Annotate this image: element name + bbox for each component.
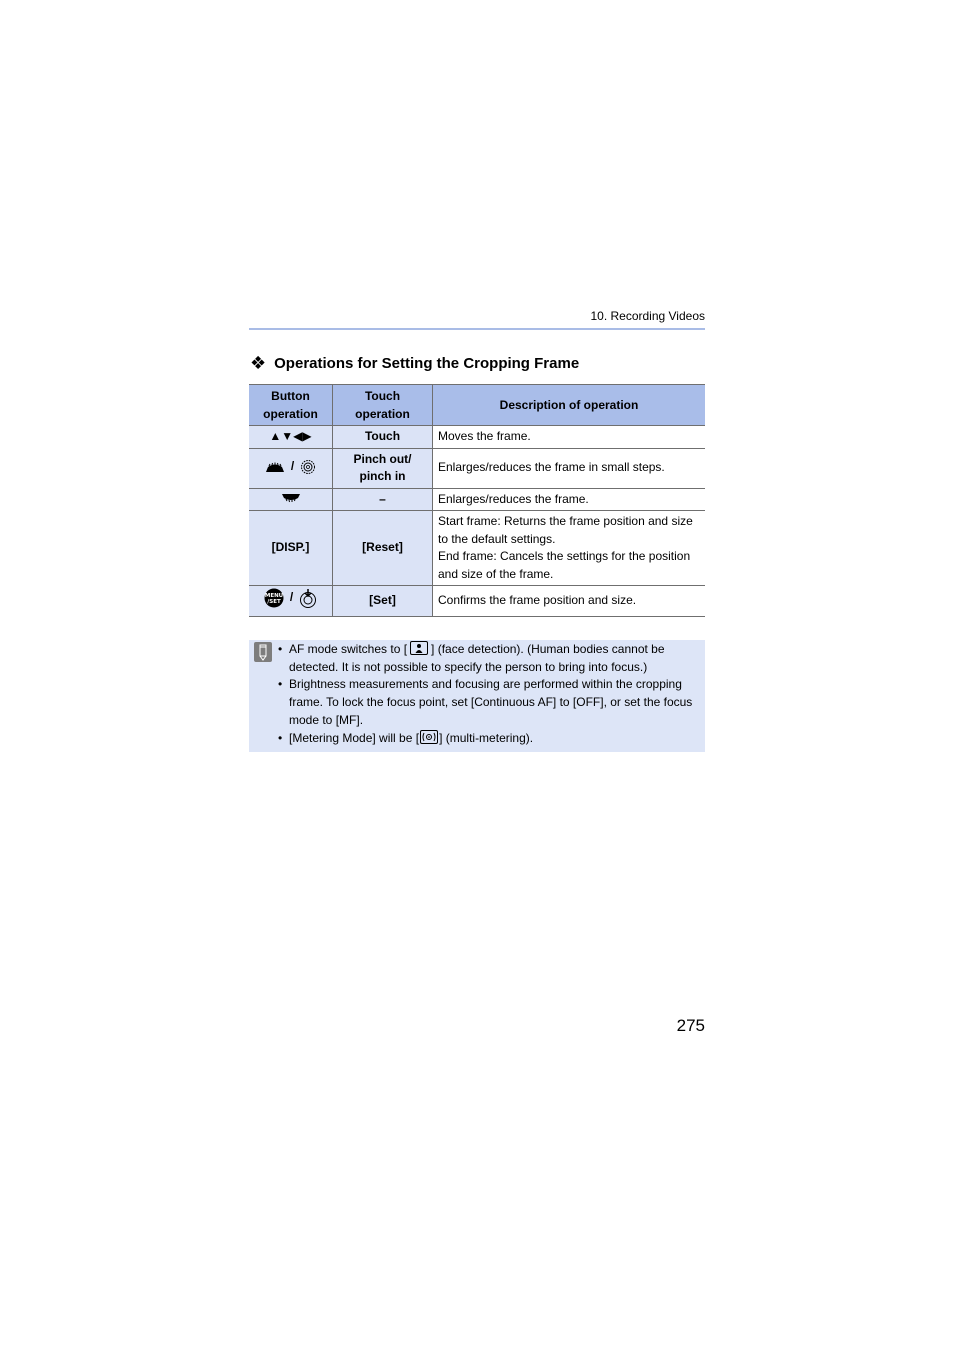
rear-dial-icon <box>281 493 301 503</box>
description-cell: Confirms the frame position and size. <box>433 586 706 617</box>
front-dial-icon <box>265 461 285 473</box>
button-cell <box>249 448 333 488</box>
note-item: • Brightness measurements and focusing are performed within the cropping frame. To lock the focus point, set [Continuous AF] to [OFF], or set the focus mode to [MF]. <box>277 676 697 729</box>
description-cell <box>433 511 706 586</box>
description-line: End frame: Cancels the settings for the position and size of the frame. <box>438 549 691 581</box>
joystick-press-icon <box>299 588 317 608</box>
touch-cell <box>333 448 433 488</box>
arrow-keys-icon: ▲▼◀▶ <box>269 429 312 443</box>
menu-set-button-icon <box>264 588 284 608</box>
touch-cell: [Set] <box>333 586 433 617</box>
diamond-bullet-icon: ❖ <box>250 353 267 373</box>
table-row <box>249 448 705 488</box>
button-cell <box>249 586 333 617</box>
svg-text:/SET: /SET <box>267 599 281 605</box>
header-touch-operation: Touch operation <box>333 385 433 426</box>
control-dial-icon <box>300 459 316 475</box>
multi-metering-icon <box>420 730 438 744</box>
table-header-row <box>249 385 705 426</box>
page-number: 275 <box>676 1016 705 1035</box>
slash-separator: / <box>290 458 295 473</box>
description-line: Start frame: Returns the frame position and size to the default settings. <box>438 514 693 546</box>
header-button-operation: Button operation <box>249 385 333 426</box>
description-cell: Moves the frame. <box>433 426 706 449</box>
touch-label: Pinch out/ pinch in <box>353 451 412 483</box>
touch-cell: [Reset] <box>333 511 433 586</box>
table-row <box>249 488 705 511</box>
svg-text:MENU: MENU <box>264 593 283 599</box>
header-rule <box>249 328 705 330</box>
note-box <box>249 640 705 752</box>
button-cell <box>249 426 333 449</box>
note-item: • AF mode switches to [ ] (face detection). (Human bodies cannot be detected. It is not possible to specify the person to bring into focus.) <box>277 641 697 676</box>
note-item: • [Metering Mode] will be [ ] (multi-metering). <box>277 730 697 748</box>
button-cell: [DISP.] <box>249 511 333 586</box>
touch-cell: – <box>333 488 433 511</box>
note-list <box>277 641 697 747</box>
chapter-title: 10. Recording Videos <box>590 309 705 323</box>
face-detection-icon <box>410 641 428 655</box>
operations-table <box>249 384 705 617</box>
touch-cell: Touch <box>333 426 433 449</box>
description-cell: Enlarges/reduces the frame in small steps. <box>433 448 706 488</box>
slash-separator: / <box>289 590 294 605</box>
table-row <box>249 511 705 586</box>
header-description: Description of operation <box>433 385 706 426</box>
section-title: Operations for Setting the Cropping Frame <box>274 354 580 372</box>
note-pencil-icon <box>254 642 272 662</box>
table-row <box>249 426 705 449</box>
button-cell <box>249 488 333 511</box>
table-row <box>249 586 705 617</box>
description-cell: Enlarges/reduces the frame. <box>433 488 706 511</box>
section-heading <box>250 354 579 372</box>
